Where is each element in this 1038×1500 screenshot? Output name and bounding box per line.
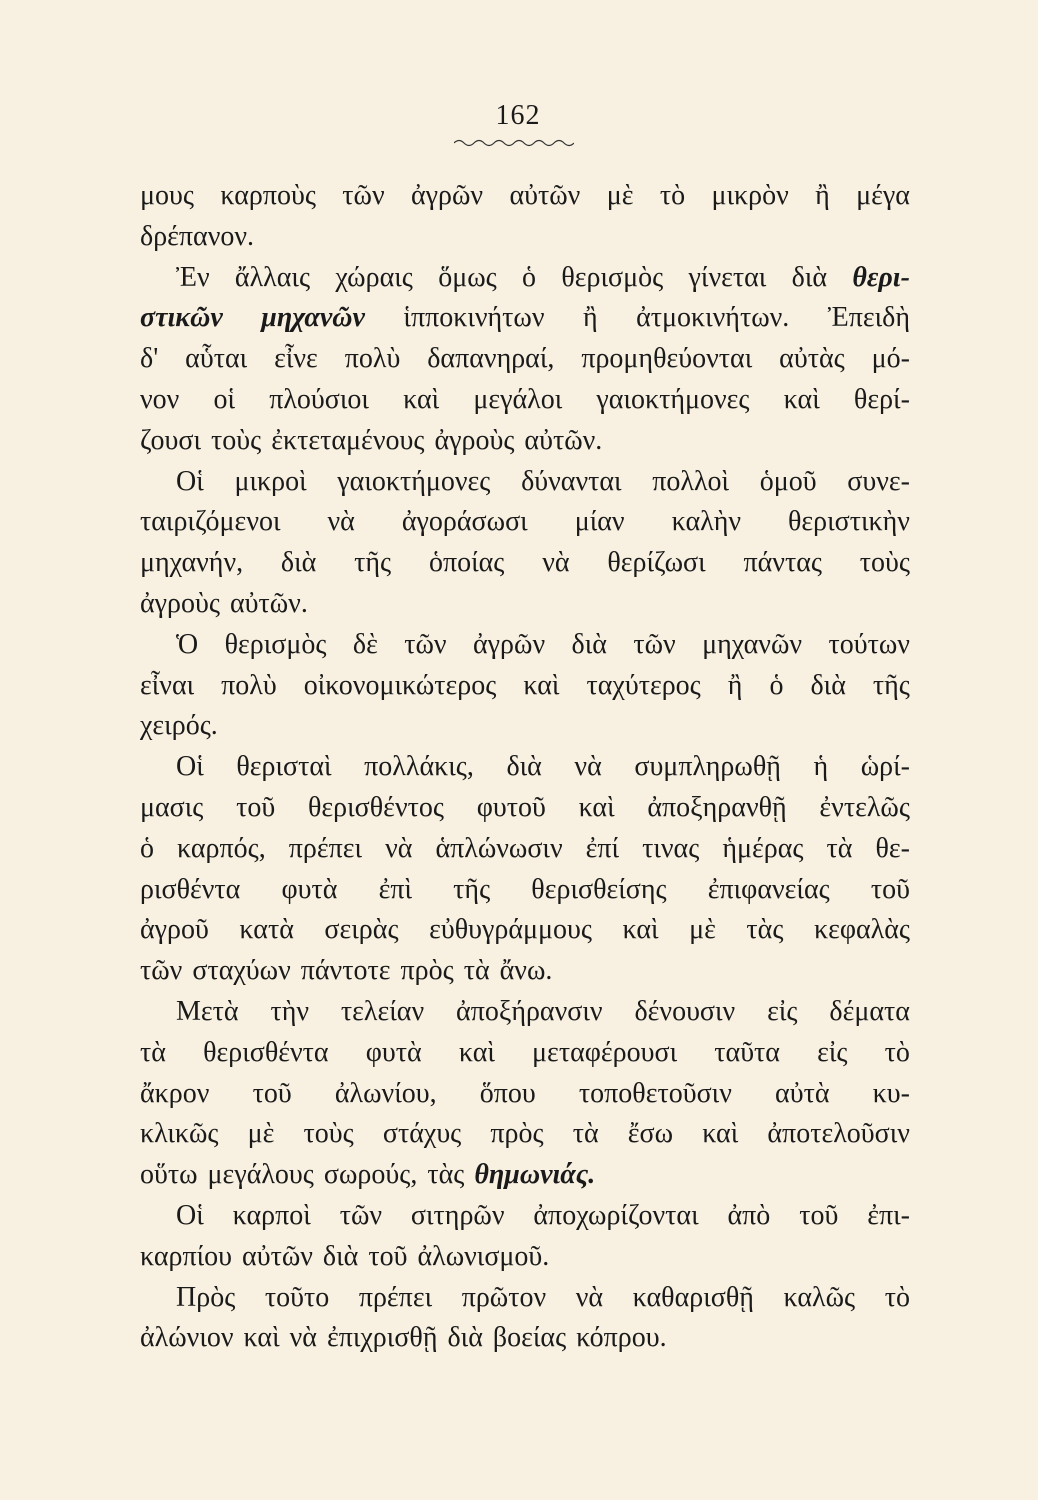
- text-line: στικῶν μηχανῶν ἱπποκινήτων ἢ ἀτμοκινήτων. Ἐπειδὴ: [140, 302, 910, 334]
- text-line: Οἱ μικροὶ γαιοκτήμονες δύνανται πολλοὶ ὁμοῦ συνε-: [176, 465, 910, 497]
- text-line: μηχανήν, διὰ τῆς ὁποίας νὰ θερίζωσι πάντας τοὺς: [140, 547, 910, 579]
- text-line: Μετὰ τὴν τελείαν ἀποξήρανσιν δένουσιν εἰς δέματα: [176, 995, 910, 1027]
- page-number: 162: [495, 100, 541, 131]
- text-line: Πρὸς τοῦτο πρέπει πρῶτον νὰ καθαρισθῇ καλῶς τὸ: [176, 1281, 910, 1313]
- text-line: ἀλώνιον καὶ νὰ ἐπιχρισθῇ διὰ βοείας κόπρου.: [140, 1322, 667, 1354]
- text-line: οὕτω μεγάλους σωρούς, τὰς θημωνιάς.: [140, 1159, 596, 1191]
- text-line: ὁ καρπός, πρέπει νὰ ἁπλώνωσιν ἐπί τινας ἡμέρας τὰ θε-: [140, 832, 910, 864]
- text-line: χειρός.: [140, 710, 218, 742]
- text-line: ζουσι τοὺς ἐκτεταμένους ἀγροὺς αὐτῶν.: [140, 424, 603, 456]
- text-line: εἶναι πολὺ οἰκονομικώτερος καὶ ταχύτερος ἢ ὁ διὰ τῆς: [140, 669, 910, 701]
- text-line: ρισθέντα φυτὰ ἐπὶ τῆς θερισθείσης ἐπιφανείας τοῦ: [140, 873, 910, 905]
- wavy-ornament: [454, 138, 574, 148]
- text-line: κλικῶς μὲ τοὺς στάχυς πρὸς τὰ ἔσω καὶ ἀποτελοῦσιν: [140, 1118, 910, 1150]
- text-line: καρπίου αὐτῶν διὰ τοῦ ἀλωνισμοῦ.: [140, 1240, 550, 1272]
- text-line: δρέπανον.: [140, 220, 255, 252]
- text-line: ἀγροὺς αὐτῶν.: [140, 587, 308, 619]
- text-line: ἄκρον τοῦ ἀλωνίου, ὅπου τοποθετοῦσιν αὐτὰ κυ-: [140, 1077, 910, 1109]
- text-line: νον οἱ πλούσιοι καὶ μεγάλοι γαιοκτήμονες καὶ θερί-: [140, 383, 910, 415]
- text-line: μους καρποὺς τῶν ἀγρῶν αὐτῶν μὲ τὸ μικρὸν ἢ μέγα: [140, 180, 910, 211]
- text-line: Οἱ καρποὶ τῶν σιτηρῶν ἀποχωρίζονται ἀπὸ τοῦ ἐπι-: [176, 1199, 910, 1231]
- text-line: ταιριζόμενοι νὰ ἀγοράσωσι μίαν καλὴν θεριστικὴν: [140, 506, 910, 538]
- text-line: μασις τοῦ θερισθέντος φυτοῦ καὶ ἀποξηρανθῇ ἐντελῶς: [140, 791, 910, 823]
- text-line: ἀγροῦ κατὰ σειρὰς εὐθυγράμμους καὶ μὲ τὰς κεφαλὰς: [140, 914, 910, 946]
- text-line: τὰ θερισθέντα φυτὰ καὶ μεταφέρουσι ταῦτα εἰς τὸ: [140, 1036, 910, 1068]
- text-line: τῶν σταχύων πάντοτε πρὸς τὰ ἄνω.: [140, 955, 553, 987]
- text-line: Ἐν ἄλλαις χώραις ὅμως ὁ θερισμὸς γίνεται διὰ θερι-: [176, 261, 910, 293]
- text-line: Οἱ θερισταὶ πολλάκις, διὰ νὰ συμπληρωθῇ ἡ ὡρί-: [176, 751, 910, 783]
- text-line: δ' αὗται εἶνε πολὺ δαπανηραί, προμηθεύονται αὐτὰς μό-: [140, 343, 910, 375]
- body-text: [140, 176, 910, 1359]
- text-line: Ὁ θερισμὸς δὲ τῶν ἀγρῶν διὰ τῶν μηχανῶν τούτων: [176, 628, 910, 660]
